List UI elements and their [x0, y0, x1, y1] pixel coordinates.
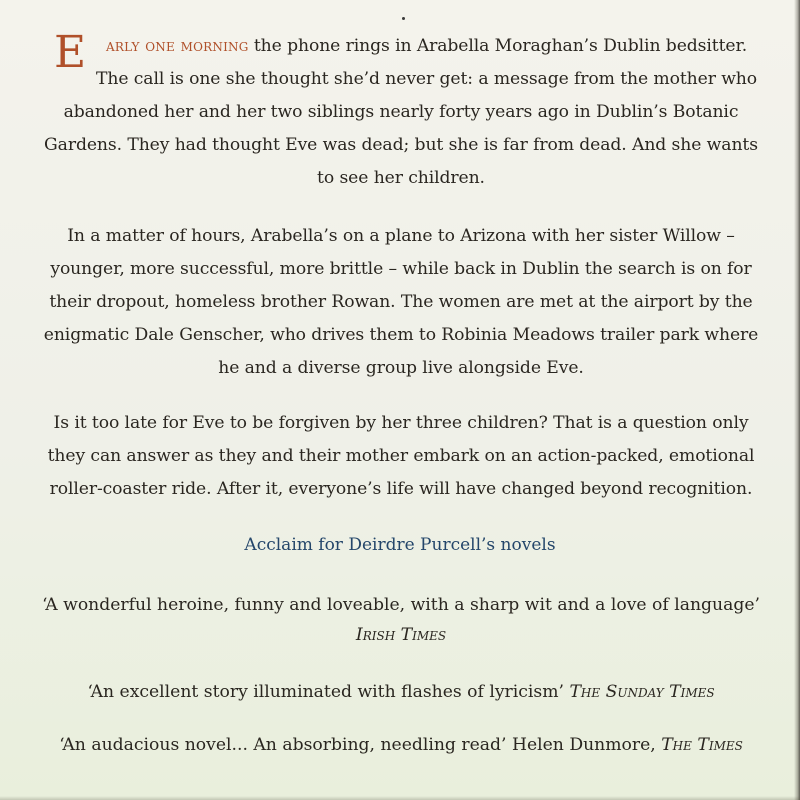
quote-text: ‘An excellent story illuminated with flashes of lyricism’	[87, 682, 564, 702]
acclaim-heading: Acclaim for Deirdre Purcell’s novels	[244, 535, 556, 555]
blurb-paragraph-3: Is it too late for Eve to be forgiven by her three children? That is a question only they can answer as they and their mother embark on an action-packed, emotional roller-coaster ride. After it, everyone’s life will have changed beyond recognition.	[47, 413, 755, 499]
quote-source: Irish Times	[355, 625, 447, 645]
review-quote-2	[40, 677, 762, 707]
blurb-paragraph-1	[40, 27, 762, 195]
page-edge-shadow	[794, 0, 800, 800]
paragraph-1-text: the phone rings in Arabella Moraghan’s Dublin bedsitter. The call is one she thought she’d never get: a message from the mother who abandoned her and her two siblings nearly forty years ago in Dublin’s Botanic Gardens. They had thought Eve was dead; but she is far from dead. And she wants to see her children.	[44, 36, 758, 188]
quote-source: The Sunday Times	[569, 682, 715, 702]
page-bottom-edge	[0, 796, 800, 800]
drop-cap: E	[54, 27, 87, 78]
blurb-paragraph-2: In a matter of hours, Arabella’s on a plane to Arizona with her sister Willow – younger, more successful, more brittle – while back in Dublin the search is on for their dropout, homeless brother Rowan. The women are met at the airport by the enigmatic Dale Genscher, who drives them to Robinia Meadows trailer park where he and a diverse group live alongside Eve.	[43, 226, 759, 378]
speck-mark	[402, 17, 405, 20]
quote-source: The Times	[661, 735, 743, 755]
review-quote-3	[40, 730, 762, 760]
quote-text: ‘An audacious novel... An absorbing, needling read’	[59, 735, 507, 755]
quote-text: ‘A wonderful heroine, funny and loveable, with a sharp wit and a love of language’	[42, 595, 760, 615]
review-quote-1	[40, 590, 762, 650]
opening-small-caps: arly one morning	[105, 36, 249, 56]
quote-attribution: Helen Dunmore,	[511, 735, 656, 755]
